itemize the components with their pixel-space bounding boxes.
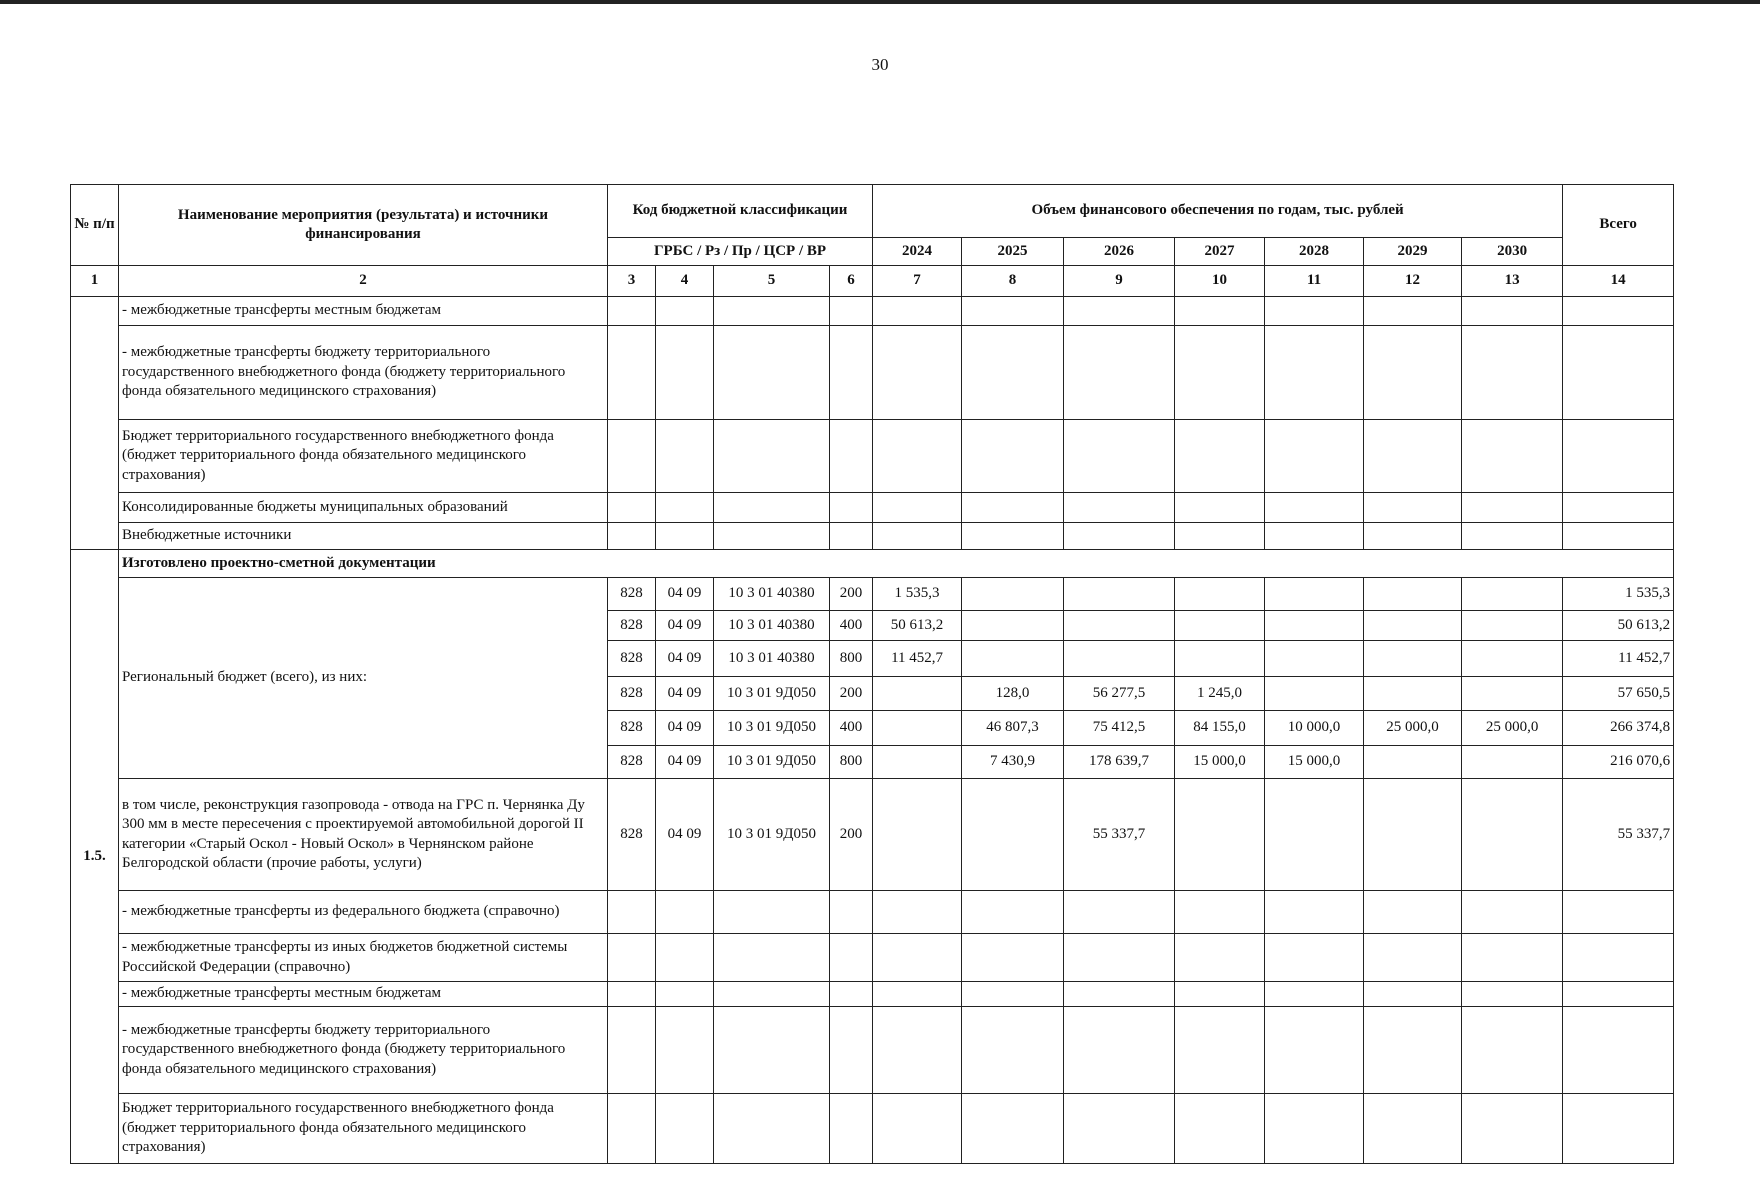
grbs-cell: 828 bbox=[608, 641, 656, 677]
header-row-1 bbox=[71, 185, 1674, 238]
value-2029 bbox=[1364, 677, 1462, 711]
vr-cell: 400 bbox=[830, 611, 873, 641]
table-row bbox=[71, 420, 1674, 493]
row-name: - межбюджетные трансферты бюджету территориального государственного внебюджетного фонда (бюджету территориального фонда обязательного медицинского страхования) bbox=[119, 326, 608, 420]
column-number: 2 bbox=[119, 266, 608, 297]
column-number: 3 bbox=[608, 266, 656, 297]
column-number: 4 bbox=[656, 266, 714, 297]
value-2027: 1 245,0 bbox=[1175, 677, 1265, 711]
column-number: 11 bbox=[1265, 266, 1364, 297]
page-number: 30 bbox=[871, 55, 889, 74]
row-name: Внебюджетные источники bbox=[119, 523, 608, 550]
table-row bbox=[71, 779, 1674, 891]
rz-cell: 04 09 bbox=[656, 611, 714, 641]
rz-cell: 04 09 bbox=[656, 677, 714, 711]
regional-budget-label: Региональный бюджет (всего), из них: bbox=[119, 578, 608, 779]
value-total: 50 613,2 bbox=[1563, 611, 1674, 641]
row-name: Бюджет территориального государственного внебюджетного фонда (бюджет территориального фонда обязательного медицинского страхования) bbox=[119, 420, 608, 493]
value-2030 bbox=[1462, 677, 1563, 711]
value-2030 bbox=[1462, 746, 1563, 779]
rz-cell: 04 09 bbox=[656, 578, 714, 611]
value-2030: 25 000,0 bbox=[1462, 711, 1563, 746]
value-2026 bbox=[1064, 611, 1175, 641]
table-row bbox=[71, 982, 1674, 1007]
column-number: 1 bbox=[71, 266, 119, 297]
csr-cell: 10 3 01 40380 bbox=[714, 578, 830, 611]
row-name: Консолидированные бюджеты муниципальных образований bbox=[119, 493, 608, 523]
value-2024 bbox=[873, 677, 962, 711]
header-name: Наименование мероприятия (результата) и источники финансирования bbox=[119, 185, 608, 266]
value-total: 11 452,7 bbox=[1563, 641, 1674, 677]
value-total: 266 374,8 bbox=[1563, 711, 1674, 746]
page-top-edge bbox=[0, 0, 1760, 4]
row-name: - межбюджетные трансферты местным бюджетам bbox=[119, 982, 608, 1007]
value-2029: 25 000,0 bbox=[1364, 711, 1462, 746]
value-2027 bbox=[1175, 578, 1265, 611]
value-2024 bbox=[873, 711, 962, 746]
value-2026: 55 337,7 bbox=[1064, 779, 1175, 891]
value-2028 bbox=[1265, 578, 1364, 611]
value-2028 bbox=[1265, 611, 1364, 641]
value-total: 1 535,3 bbox=[1563, 578, 1674, 611]
table-row bbox=[71, 523, 1674, 550]
value-2029 bbox=[1364, 611, 1462, 641]
header-year: 2025 bbox=[962, 238, 1064, 266]
csr-cell: 10 3 01 9Д050 bbox=[714, 711, 830, 746]
value-total: 216 070,6 bbox=[1563, 746, 1674, 779]
value-total: 55 337,7 bbox=[1563, 779, 1674, 891]
vr-cell: 800 bbox=[830, 746, 873, 779]
csr-cell: 10 3 01 9Д050 bbox=[714, 677, 830, 711]
csr-cell: 10 3 01 9Д050 bbox=[714, 779, 830, 891]
grbs-cell: 828 bbox=[608, 711, 656, 746]
value-2030 bbox=[1462, 578, 1563, 611]
vr-cell: 200 bbox=[830, 578, 873, 611]
value-2025 bbox=[962, 578, 1064, 611]
header-year: 2028 bbox=[1265, 238, 1364, 266]
header-year: 2024 bbox=[873, 238, 962, 266]
column-number: 9 bbox=[1064, 266, 1175, 297]
csr-cell: 10 3 01 40380 bbox=[714, 641, 830, 677]
value-2025: 128,0 bbox=[962, 677, 1064, 711]
value-2028 bbox=[1265, 677, 1364, 711]
rz-cell: 04 09 bbox=[656, 779, 714, 891]
value-2029 bbox=[1364, 746, 1462, 779]
header-row-no: № п/п bbox=[71, 185, 119, 266]
value-2026: 178 639,7 bbox=[1064, 746, 1175, 779]
table-row bbox=[71, 1094, 1674, 1164]
value-2025: 46 807,3 bbox=[962, 711, 1064, 746]
grbs-cell: 828 bbox=[608, 578, 656, 611]
value-2025: 7 430,9 bbox=[962, 746, 1064, 779]
value-2028 bbox=[1265, 641, 1364, 677]
section-title: Изготовлено проектно-сметной документации bbox=[119, 550, 1674, 578]
value-2029 bbox=[1364, 641, 1462, 677]
header-code: Код бюджетной классификации bbox=[608, 185, 873, 238]
grbs-cell: 828 bbox=[608, 677, 656, 711]
value-2026: 56 277,5 bbox=[1064, 677, 1175, 711]
value-2026: 75 412,5 bbox=[1064, 711, 1175, 746]
column-number: 5 bbox=[714, 266, 830, 297]
column-number: 12 bbox=[1364, 266, 1462, 297]
rz-cell: 04 09 bbox=[656, 746, 714, 779]
row-number-cell bbox=[71, 297, 119, 550]
column-number-row bbox=[71, 266, 1674, 297]
table-row bbox=[71, 297, 1674, 326]
value-2024: 1 535,3 bbox=[873, 578, 962, 611]
header-volume: Объем финансового обеспечения по годам, тыс. рублей bbox=[873, 185, 1563, 238]
value-2028: 10 000,0 bbox=[1265, 711, 1364, 746]
vr-cell: 200 bbox=[830, 779, 873, 891]
row-name: - межбюджетные трансферты местным бюджетам bbox=[119, 297, 608, 326]
value-2024: 11 452,7 bbox=[873, 641, 962, 677]
csr-cell: 10 3 01 9Д050 bbox=[714, 746, 830, 779]
table-row bbox=[71, 891, 1674, 934]
value-2026 bbox=[1064, 641, 1175, 677]
column-number: 10 bbox=[1175, 266, 1265, 297]
row-name: Бюджет территориального государственного внебюджетного фонда (бюджет территориального фонда обязательного медицинского страхования) bbox=[119, 1094, 608, 1164]
table-row bbox=[71, 934, 1674, 982]
header-year: 2030 bbox=[1462, 238, 1563, 266]
value-2024: 50 613,2 bbox=[873, 611, 962, 641]
value-2025 bbox=[962, 611, 1064, 641]
header-year: 2026 bbox=[1064, 238, 1175, 266]
column-number: 14 bbox=[1563, 266, 1674, 297]
value-2027: 84 155,0 bbox=[1175, 711, 1265, 746]
table-row bbox=[71, 578, 1674, 611]
value-2027 bbox=[1175, 641, 1265, 677]
value-total: 57 650,5 bbox=[1563, 677, 1674, 711]
table-row bbox=[71, 326, 1674, 420]
rz-cell: 04 09 bbox=[656, 711, 714, 746]
vr-cell: 800 bbox=[830, 641, 873, 677]
column-number: 7 bbox=[873, 266, 962, 297]
value-2027 bbox=[1175, 611, 1265, 641]
header-year: 2027 bbox=[1175, 238, 1265, 266]
header-total: Всего bbox=[1563, 185, 1674, 266]
column-number: 13 bbox=[1462, 266, 1563, 297]
value-2024 bbox=[873, 746, 962, 779]
csr-cell: 10 3 01 40380 bbox=[714, 611, 830, 641]
including-label: в том числе, реконструкция газопровода - отвода на ГРС п. Чернянка Ду 300 мм в месте пересечения с проектируемой автомобильной дорогой II категории «Старый Оскол - Новый Оскол» в Чернянском районе Белгородской области (прочие работы, услуги) bbox=[119, 779, 608, 891]
value-2028: 15 000,0 bbox=[1265, 746, 1364, 779]
grbs-cell: 828 bbox=[608, 611, 656, 641]
vr-cell: 400 bbox=[830, 711, 873, 746]
section-row bbox=[71, 550, 1674, 578]
financing-table bbox=[70, 184, 1674, 1164]
grbs-cell: 828 bbox=[608, 746, 656, 779]
value-2030 bbox=[1462, 641, 1563, 677]
column-number: 8 bbox=[962, 266, 1064, 297]
value-2026 bbox=[1064, 578, 1175, 611]
value-2030 bbox=[1462, 611, 1563, 641]
grbs-cell: 828 bbox=[608, 779, 656, 891]
row-name: - межбюджетные трансферты из федерального бюджета (справочно) bbox=[119, 891, 608, 934]
header-code-sub: ГРБС / Рз / Пр / ЦСР / ВР bbox=[608, 238, 873, 266]
header-year: 2029 bbox=[1364, 238, 1462, 266]
value-2029 bbox=[1364, 578, 1462, 611]
column-number: 6 bbox=[830, 266, 873, 297]
row-name: - межбюджетные трансферты бюджету территориального государственного внебюджетного фонда (бюджету территориального фонда обязательного медицинского страхования) bbox=[119, 1007, 608, 1094]
rz-cell: 04 09 bbox=[656, 641, 714, 677]
table-row bbox=[71, 1007, 1674, 1094]
value-2025 bbox=[962, 641, 1064, 677]
table-row bbox=[71, 493, 1674, 523]
row-name: - межбюджетные трансферты из иных бюджетов бюджетной системы Российской Федерации (справочно) bbox=[119, 934, 608, 982]
vr-cell: 200 bbox=[830, 677, 873, 711]
section-number: 1.5. bbox=[71, 550, 119, 1164]
value-2027: 15 000,0 bbox=[1175, 746, 1265, 779]
